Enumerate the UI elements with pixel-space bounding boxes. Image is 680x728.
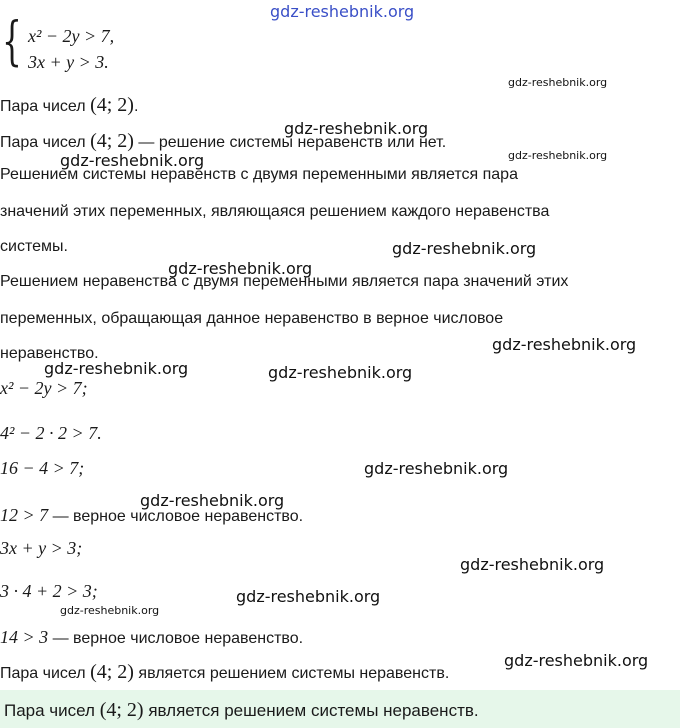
question-line: [0, 130, 446, 153]
watermark: gdz-reshebnik.org: [140, 491, 285, 510]
watermark-top: gdz-reshebnik.org: [270, 2, 415, 21]
watermark: gdz-reshebnik.org: [508, 76, 608, 89]
definition-system-line-3: системы.: [0, 238, 68, 255]
definition-system-line-2: значений этих переменных, являющаяся решением каждого неравенства: [0, 203, 550, 220]
answer-prefix: Пара чисел: [4, 701, 100, 720]
given-suffix: .: [133, 98, 139, 115]
inequality-system: [2, 12, 202, 78]
definition-inequality-line-2: переменных, обращающая данное неравенство в верное числовое: [0, 310, 504, 327]
watermark: gdz-reshebnik.org: [168, 259, 313, 278]
step-7: [0, 627, 303, 648]
watermark: gdz-reshebnik.org: [236, 587, 381, 606]
step-7-text: — верное числовое неравенство.: [48, 630, 304, 647]
answer-line: [4, 699, 479, 722]
answer-box: [0, 690, 680, 728]
question-prefix: Пара чисел: [0, 134, 86, 151]
step-7-math: 14 > 3: [0, 627, 49, 647]
definition-inequality-line-3: неравенство.: [0, 345, 99, 362]
step-6: 3 · 4 + 2 > 3;: [0, 581, 98, 601]
watermark: gdz-reshebnik.org: [60, 604, 160, 617]
system-brace: {: [2, 12, 22, 72]
system-inequality-1: x² − 2y > 7,: [28, 26, 115, 46]
given-pair: (4; 2): [90, 94, 134, 116]
given-prefix: Пара чисел: [0, 98, 86, 115]
step-3: 16 − 4 > 7;: [0, 458, 85, 478]
step-4-math: 12 > 7: [0, 505, 49, 525]
watermark: gdz-reshebnik.org: [60, 151, 205, 170]
step-5: 3x + y > 3;: [0, 538, 83, 558]
definition-inequality-line-1: Решением неравенства с двумя переменными является пара значений этих: [0, 273, 569, 290]
answer-pair: (4; 2): [99, 699, 144, 721]
conclusion-line: [0, 661, 449, 684]
answer-suffix: является решением системы неравенств.: [143, 701, 479, 720]
conclusion-pair: (4; 2): [90, 661, 134, 683]
watermark: gdz-reshebnik.org: [268, 363, 413, 382]
watermark: gdz-reshebnik.org: [460, 555, 605, 574]
watermark: gdz-reshebnik.org: [364, 459, 509, 478]
given-line: [0, 94, 138, 117]
watermark: gdz-reshebnik.org: [44, 359, 189, 378]
question-pair: (4; 2): [90, 130, 134, 152]
step-4: [0, 505, 303, 526]
conclusion-suffix: является решением системы неравенств.: [133, 665, 450, 682]
watermark: gdz-reshebnik.org: [508, 149, 608, 162]
definition-system-line-1: Решением системы неравенств с двумя переменными является пара: [0, 166, 518, 183]
conclusion-prefix: Пара чисел: [0, 665, 91, 682]
system-inequality-2: 3x + y > 3.: [28, 52, 109, 72]
watermark: gdz-reshebnik.org: [492, 335, 637, 354]
step-2: 4² − 2 · 2 > 7.: [0, 423, 102, 443]
step-4-text: — верное числовое неравенство.: [48, 508, 304, 525]
question-suffix: — решение системы неравенств или нет.: [133, 134, 447, 151]
watermark: gdz-reshebnik.org: [284, 119, 429, 138]
watermark: gdz-reshebnik.org: [392, 239, 537, 258]
step-1: x² − 2y > 7;: [0, 378, 88, 398]
watermark: gdz-reshebnik.org: [504, 651, 649, 670]
